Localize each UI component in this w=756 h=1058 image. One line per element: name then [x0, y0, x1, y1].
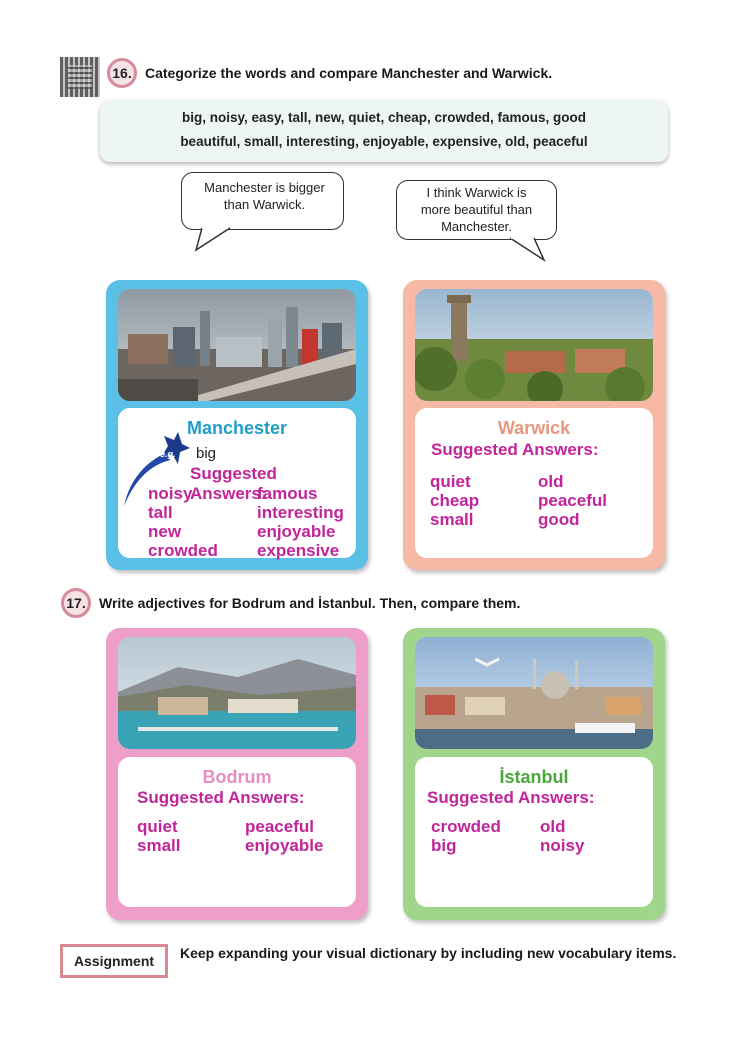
bodrum-photo — [118, 637, 356, 749]
speech-bubble-text-1: Manchester is bigger than Warwick. — [204, 180, 325, 212]
warwick-photo — [415, 289, 653, 401]
answer-word: enjoyable — [257, 522, 336, 541]
speech-bubble-tail-2 — [500, 236, 550, 264]
bodrum-answers-col2 — [245, 817, 323, 855]
answer-word: peaceful — [245, 817, 314, 836]
assignment-label: Assignment — [63, 947, 165, 975]
istanbul-card — [403, 628, 665, 920]
bodrum-answer-panel — [118, 757, 356, 907]
qr-code-image — [60, 57, 100, 97]
manchester-skyline-image — [118, 289, 356, 401]
bodrum-title: Bodrum — [202, 767, 272, 787]
answer-word: noisy — [540, 836, 585, 855]
answer-word: quiet — [430, 472, 471, 491]
istanbul-title: İstanbul — [499, 767, 569, 787]
answer-word: interesting — [257, 503, 344, 522]
answer-word: old — [540, 817, 566, 836]
exercise-17-instruction: Write adjectives for Bodrum and İstanbul. Then, compare them. — [99, 595, 521, 611]
bodrum-card — [106, 628, 368, 920]
warwick-answer-panel — [415, 408, 653, 558]
answer-word: good — [538, 510, 580, 529]
speech-bubble-warwick — [396, 180, 557, 240]
speech-bubble-tail-1 — [190, 226, 240, 254]
warwick-answers-col1 — [430, 472, 479, 529]
answer-word: expensive — [257, 541, 340, 560]
speech-bubble-manchester — [181, 172, 344, 230]
manchester-example-word: big — [196, 445, 217, 462]
answer-word: noisy — [148, 484, 193, 503]
istanbul-answer-panel — [415, 757, 653, 907]
istanbul-answers-col1 — [431, 817, 501, 855]
answer-word: crowded — [431, 817, 501, 836]
bodrum-harbour-image — [118, 637, 356, 749]
manchester-answers-col1 — [148, 484, 218, 560]
answer-word: crowded — [148, 541, 218, 560]
warwick-answers-col2 — [538, 472, 607, 529]
warwick-town-image — [415, 289, 653, 401]
manchester-title: Manchester — [186, 418, 288, 438]
istanbul-answers-col2 — [540, 817, 584, 855]
warwick-card — [403, 280, 665, 570]
answer-word: old — [538, 472, 564, 491]
word-bank-line-2: beautiful, small, interesting, enjoyable, expensive, old, peaceful — [180, 134, 588, 149]
exercise-16-number: 16. — [107, 58, 137, 88]
assignment-label-box — [60, 944, 168, 978]
manchester-answer-panel — [118, 408, 356, 558]
answer-word: big — [431, 836, 457, 855]
manchester-answers-col2 — [257, 484, 344, 560]
istanbul-photo — [415, 637, 653, 749]
eg-label: e.g. — [160, 449, 176, 459]
exercise-17-number: 17. — [61, 588, 91, 618]
answer-word: small — [430, 510, 474, 529]
answer-word: new — [148, 522, 182, 541]
answer-word: quiet — [137, 817, 178, 836]
word-bank-box — [100, 100, 668, 162]
answer-word: cheap — [430, 491, 480, 510]
answer-word: tall — [148, 503, 173, 522]
answer-word: peaceful — [538, 491, 607, 510]
manchester-suggested-heading: Suggested Answers: — [190, 464, 277, 503]
manchester-photo — [118, 289, 356, 401]
istanbul-city-image — [415, 637, 653, 749]
assignment-text: Keep expanding your visual dictionary by including new vocabulary items. — [180, 945, 677, 961]
bodrum-answers-col1 — [137, 817, 180, 855]
manchester-card — [106, 280, 368, 570]
speech-bubble-text-2: I think Warwick is more beautiful than Manchester. — [420, 185, 533, 234]
answer-word: enjoyable — [245, 836, 324, 855]
answer-word: small — [137, 836, 181, 855]
istanbul-suggested-heading: Suggested Answers: — [427, 788, 595, 807]
exercise-16-instruction: Categorize the words and compare Manchester and Warwick. — [145, 65, 553, 81]
warwick-suggested-heading: Suggested Answers: — [431, 440, 599, 459]
warwick-title: Warwick — [497, 418, 571, 438]
answer-word: famous — [257, 484, 318, 503]
bodrum-suggested-heading: Suggested Answers: — [137, 788, 305, 807]
word-bank-line-1: big, noisy, easy, tall, new, quiet, cheap, crowded, famous, good — [181, 110, 587, 125]
